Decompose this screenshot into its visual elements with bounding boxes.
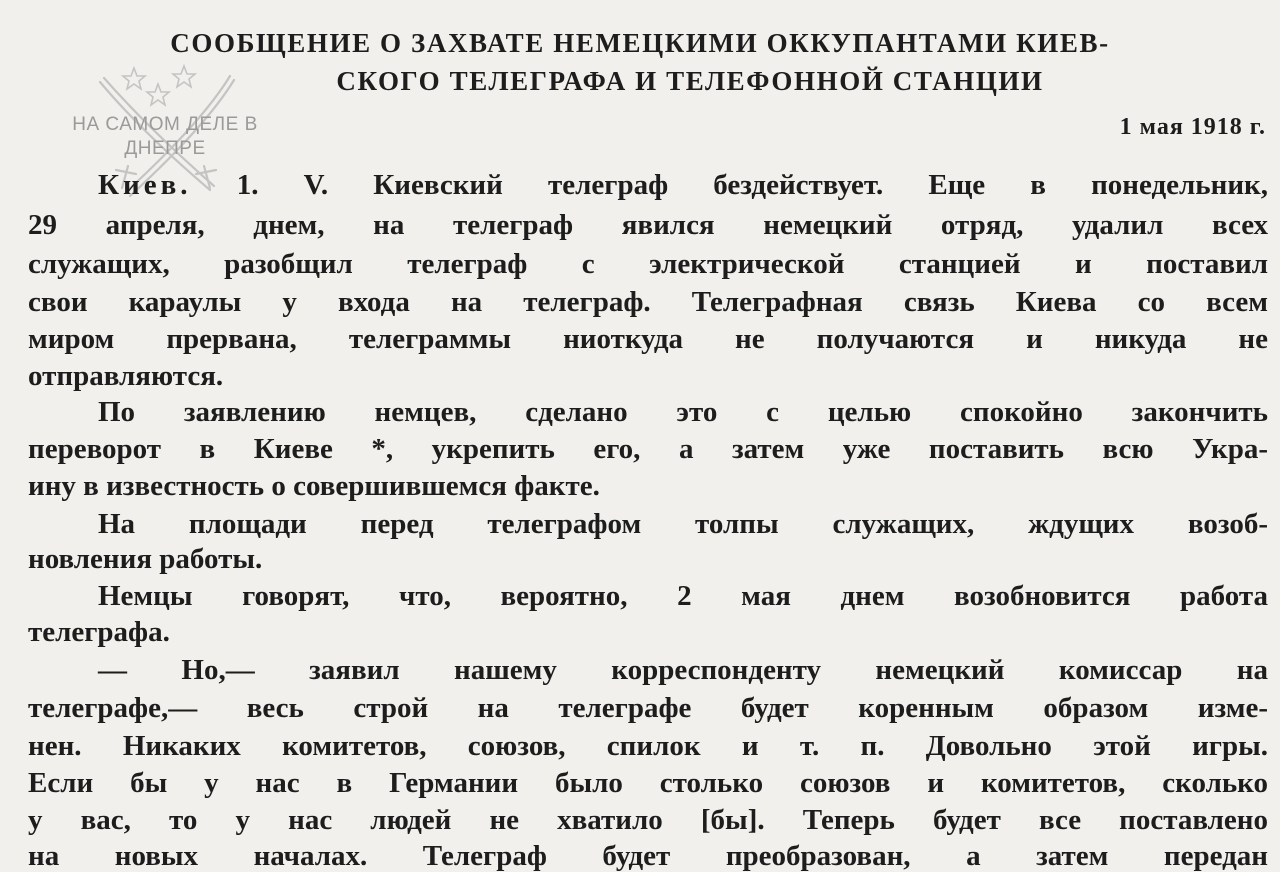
paragraph1-line1-text: 1. V. Киевский телеграф бездействует. Еще в понедельник, xyxy=(236,169,1269,201)
paragraph3-line1: На площади перед телеграфом толпы служащих, ждущих возоб- xyxy=(98,508,1268,540)
paragraph1-line5: миром прервана, телеграммы ниоткуда не получаются и никуда не xyxy=(28,323,1268,355)
paragraph5-line3: нен. Никаких комитетов, союзов, спилок и т. п. Довольно этой игры. xyxy=(28,730,1268,762)
paragraph1-line4: свои караулы у входа на телеграф. Телеграфная связь Киева со всем xyxy=(28,286,1268,318)
paragraph1-line3: служащих, разобщил телеграф с электрической станцией и поставил xyxy=(28,248,1268,280)
paragraph1-line6: отправляются. xyxy=(28,360,224,392)
paragraph2-line1: По заявлению немцев, сделано это с целью спокойно закончить xyxy=(98,396,1268,428)
paragraph5-line5: у вас, то у нас людей не хватило [бы]. Теперь будет все поставлено xyxy=(28,804,1268,836)
paragraph5-line1: — Но,— заявил нашему корреспонденту немецкий комиссар на xyxy=(98,654,1268,686)
watermark-text-line2: ДНЕПРЕ xyxy=(124,138,206,159)
city-name: Киев. xyxy=(98,169,192,201)
document-title-line1: СООБЩЕНИЕ О ЗАХВАТЕ НЕМЕЦКИМИ ОККУПАНТАМИ КИЕВ- xyxy=(170,28,1110,58)
paragraph2-line3: ину в известность о совершившемся факте. xyxy=(28,470,600,502)
document-date: 1 мая 1918 г. xyxy=(1119,114,1266,140)
paragraph3-line2: новления работы. xyxy=(28,543,263,575)
paragraph1-line1 xyxy=(98,167,1268,203)
watermark-text-line1: НА САМОМ ДЕЛЕ В xyxy=(72,114,258,135)
document-title-line2: СКОГО ТЕЛЕГРАФА И ТЕЛЕФОННОЙ СТАНЦИИ xyxy=(336,66,1044,96)
paragraph1-line2: 29 апреля, днем, на телеграф явился немецкий отряд, удалил всех xyxy=(28,209,1268,241)
paragraph4-line1: Немцы говорят, что, вероятно, 2 мая днем возобновится работа xyxy=(98,580,1268,612)
paragraph4-line2: телеграфа. xyxy=(28,616,170,648)
paragraph2-line2: переворот в Киеве *, укрепить его, а затем уже поставить всю Укра- xyxy=(28,433,1268,465)
paragraph5-line2: телеграфе,— весь строй на телеграфе будет коренным образом изме- xyxy=(28,692,1268,724)
paragraph5-line4: Если бы у нас в Германии было столько союзов и комитетов, сколько xyxy=(28,767,1268,799)
paragraph5-line6: на новых началах. Телеграф будет преобразован, а затем передан xyxy=(28,840,1268,872)
